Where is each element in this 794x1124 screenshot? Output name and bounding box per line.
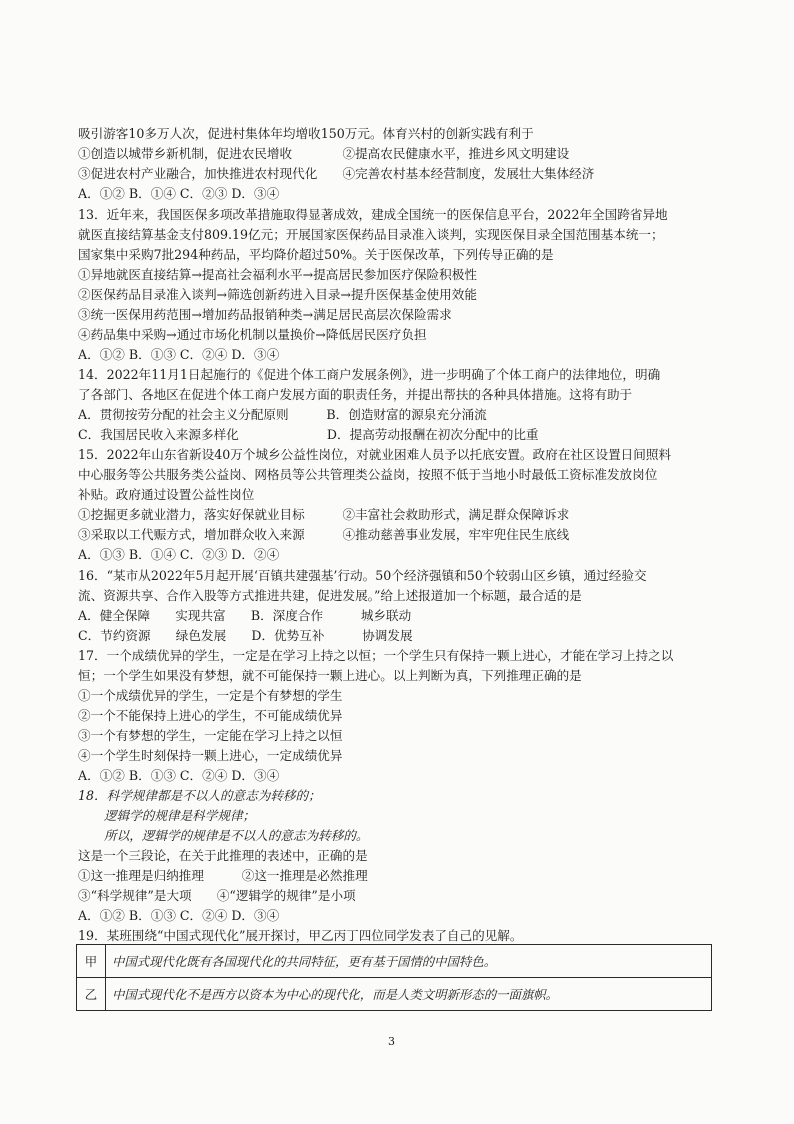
option-line: C．节约资源 绿色发展 D．优势互补 协调发展 — [78, 628, 413, 643]
option-line: ④一个学生时刻保持一颗上进心，一定成绩优异 — [78, 748, 343, 763]
option-line: ①异地就医直接结算→提高社会福利水平→提高居民参加医疗保险积极性 — [78, 267, 477, 282]
student-opinions-table — [76, 944, 712, 1011]
option-line: ②一个不能保持上进心的学生，不可能成绩优异 — [78, 708, 343, 723]
table-row — [77, 945, 712, 978]
student-opinion: 中国式现代化既有各国现代化的共同特征，更有基于国情的中国特色。 — [106, 945, 712, 978]
option-line: ③促进农村产业融合，加快推进农村现代化 ④完善农村基本经营制度，发展壮大集体经济 — [78, 166, 595, 181]
option-line: A．健全保障 实现共富 B．深度合作 城乡联动 — [78, 608, 412, 623]
option-line: C．我国居民收入来源多样化 D．提高劳动报酬在初次分配中的比重 — [78, 427, 539, 442]
option-line: ①这一推理是归纳推理 ②这一推理是必然推理 — [78, 868, 368, 883]
student-opinion: 中国式现代化不是西方以资本为中心的现代化，而是人类文明新形态的一面旗帜。 — [106, 978, 712, 1011]
answer-choices: A．①③ B．①④ C．②③ D．②④ — [78, 547, 280, 562]
option-line: A．贯彻按劳分配的社会主义分配原则 B．创造财富的源泉充分涌流 — [78, 407, 487, 422]
text-line: 中心服务等公共服务类公益岗、网格员等公共管理类公益岗，按照不低于当地小时最低工资标准发放岗位 — [78, 467, 658, 482]
question-17: 17．一个成绩优异的学生，一定是在学习上持之以恒；一个学生只有保持一颗上进心，才能在学习上持之以 — [78, 648, 674, 663]
option-line: ①挖掘更多就业潜力，落实好保就业目标 ②丰富社会救助形式，满足群众保障诉求 — [78, 507, 570, 522]
answer-choices: A．①② B．①③ C．②④ D．③④ — [78, 768, 280, 783]
option-line: ③采取以工代赈方式，增加群众收入来源 ④推动慈善事业发展，牢牢兜住民生底线 — [78, 527, 570, 542]
text-line: 了各部门、各地区在促进个体工商户发展方面的职责任务，并提出帮扶的各种具体措施。这将有助于 — [78, 387, 633, 402]
question-16: 16．“某市从2022年5月起开展‘百镇共建强基’行动。50个经济强镇和50个较弱山区乡镇，通过经验交 — [78, 568, 647, 583]
student-key: 甲 — [77, 945, 106, 978]
text-line: 就医直接结算基金支付809.19亿元；开展国家医保药品目录准入谈判，实现医保目录全国范围基本统一； — [78, 227, 664, 242]
option-line: ③统一医保用药范围→增加药品报销种类→满足居民高层次保险需求 — [78, 307, 452, 322]
text-line: 流、资源共享、合作入股等方式推进共建，促进发展。”给上述报道加一个标题，最合适的是 — [78, 588, 582, 603]
question-13: 13．近年来，我国医保多项改革措施取得显著成效，建成全国统一的医保信息平台，2022年全国跨省异地 — [78, 207, 668, 222]
text-line: 补贴。政府通过设置公益性岗位 — [78, 487, 255, 502]
answer-choices: A．①② B．①③ C．②④ D．③④ — [78, 908, 280, 923]
student-key: 乙 — [77, 978, 106, 1011]
text-line: 国家集中采购7批294种药品，平均降价超过50%。关于医保改革，下列传导正确的是 — [78, 247, 554, 262]
option-line: ①创造以城带乡新机制，促进农民增收 ②提高农民健康水平，推进乡风文明建设 — [78, 146, 570, 161]
question-15: 15．2022年山东省新设40万个城乡公益性岗位，对就业困难人员予以托底安置。政府在社区设置日间照料 — [78, 447, 672, 462]
text-line: 这是一个三段论，在关于此推理的表述中，正确的是 — [78, 848, 368, 863]
option-line: ③一个有梦想的学生，一定能在学习上持之以恒 — [78, 728, 343, 743]
answer-choices: A．①② B．①④ C．②③ D．③④ — [78, 186, 280, 201]
question-19: 19．某班围绕“中国式现代化”展开探讨，甲乙丙丁四位同学发表了自己的见解。 — [78, 928, 523, 943]
option-line: ②医保药品目录准入谈判→筛选创新药进入目录→提升医保基金使用效能 — [78, 287, 477, 302]
syllogism-line: 所以，逻辑学的规律是不以人的意志为转移的。 — [104, 828, 369, 843]
syllogism-line: 逻辑学的规律是科学规律； — [104, 808, 256, 823]
answer-choices: A．①② B．①③ C．②④ D．③④ — [78, 347, 280, 362]
option-line: ①一个成绩优异的学生，一定是个有梦想的学生 — [78, 688, 343, 703]
question-18: 18．科学规律都是不以人的意志为转移的； — [78, 788, 321, 803]
text-line: 吸引游客10多万人次，促进村集体年均增收150万元。体育兴村的创新实践有利于 — [78, 126, 534, 141]
option-line: ③“科学规律”是大项 ④“逻辑学的规律”是小项 — [78, 888, 356, 903]
text-line: 恒；一个学生如果没有梦想，就不可能保持一颗上进心。以上判断为真，下列推理正确的是 — [78, 668, 582, 683]
table-row — [77, 978, 712, 1011]
question-14: 14．2022年11月1日起施行的《促进个体工商户发展条例》，进一步明确了个体工商户的法律地位，明确 — [78, 367, 661, 382]
option-line: ④药品集中采购→通过市场化机制以量换价→降低居民医疗负担 — [78, 327, 427, 342]
page-number: 3 — [388, 1035, 395, 1048]
